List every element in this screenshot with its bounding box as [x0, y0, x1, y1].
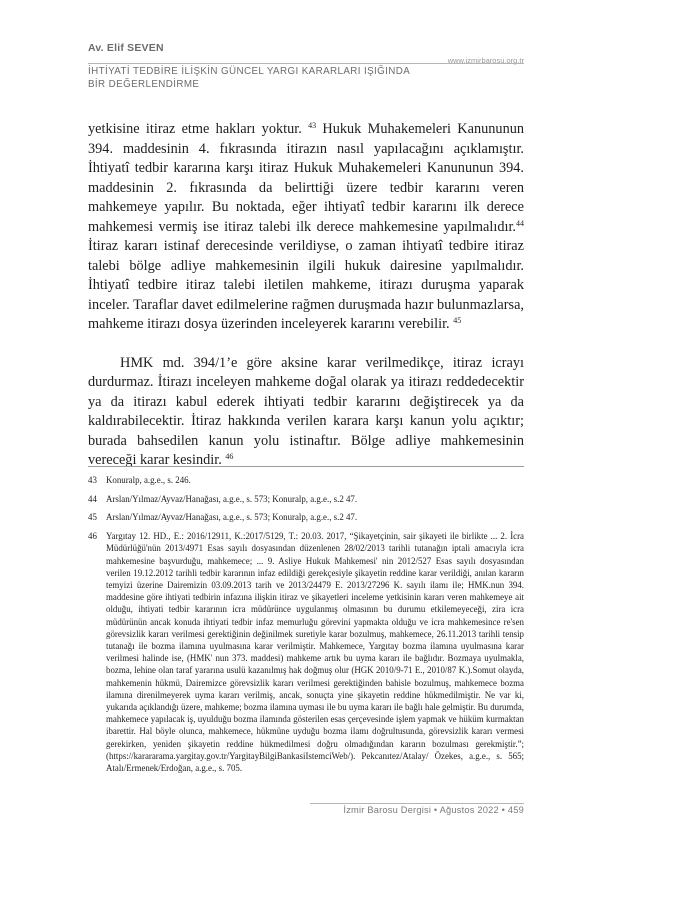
footnote-46 — [88, 530, 524, 774]
footnote-ref-46[interactable]: 46 — [225, 452, 234, 461]
footnote-text: Arslan/Yılmaz/Ayvaz/Hanağası, a.g.e., s. 573; Konuralp, a.g.e., s.2 47. — [106, 493, 358, 504]
footnote-text: Konuralp, a.g.e., s. 246. — [106, 475, 191, 485]
paragraph-1-part1: yetkisine itiraz etme hakları yoktur. — [88, 121, 302, 137]
paragraph-1-part3: İtiraz kararı istinaf derecesinde verildiyse, o zaman ihtiyatî tedbire itiraz talebi bölge adliye mahkemesinin ilgili hukuk dairesine yapılmalıdır. İhtiyatî tedbire itiraz talebi iletilen mahkeme, itirazı duruşma yaparak inceler. Taraflar davet edilmelerine rağmen duruşmada hazır bulunmazlarsa, mahkeme itirazı dosya üzerinden inceleyerek kararını verebilir. — [88, 238, 524, 332]
article-title — [88, 65, 428, 91]
footnote-43 — [88, 474, 524, 486]
footnote-ref-43[interactable]: 43 — [308, 121, 317, 130]
page-footer: İzmir Barosu Dergisi • Ağustos 2022 • 459 — [343, 805, 524, 815]
paragraph-1 — [88, 120, 524, 335]
footnote-number: 46 — [88, 531, 97, 542]
footnote-ref-45[interactable]: 45 — [453, 316, 462, 325]
running-header — [88, 42, 524, 65]
footnote-number: 43 — [88, 475, 97, 485]
footnote-ref-44[interactable]: 44 — [516, 218, 524, 228]
paragraph-2-text: HMK md. 394/1’e göre aksine karar verilmedikçe, itiraz icrayı durdurmaz. İtirazı inceleyen mahkeme doğal olarak ya itirazı reddedecektir ya da itirazı kabul ederek ihtiyati tedbir kararını değiştirecek ya da kaldırabilecektir. İtiraz hakkında verilen karara karşı kanun yolu açıktır; burada bahsedilen kanun yolu istinaftır. Bölge adliye mahkemesinin vereceği karar kesindir. — [88, 354, 524, 468]
footnote-number: 45 — [88, 512, 97, 523]
footnote-44 — [88, 493, 524, 505]
footnotes — [88, 474, 524, 781]
footnote-text: Arslan/Yılmaz/Ayvaz/Hanağası, a.g.e., s. 573; Konuralp, a.g.e., s.2 47. — [106, 512, 358, 523]
article-title-line2: BİR DEĞERLENDİRME — [88, 79, 200, 90]
footnote-number: 44 — [88, 493, 97, 504]
footer-divider — [310, 803, 524, 804]
article-title-line1: İHTİYATİ TEDBİRE İLİŞKİN GÜNCEL YARGI KARARLARI IŞIĞINDA — [88, 66, 411, 77]
footnote-separator — [88, 466, 524, 467]
header-divider — [88, 63, 524, 64]
author-name: Av. Elif SEVEN — [88, 42, 164, 54]
paragraph-1-part2: Hukuk Muhakemeleri Kanununun 394. maddesinin 4. fıkrasında itirazın nasıl yapılacağını açıklamıştır. İhtiyatî tedbir kararına karşı itiraz Hukuk Muhakemeleri Kanununun 394. maddesinin 2. fıkrasında da belirttiği üzere tedbir kararını veren mahkemeye yapılır. Bu noktada, eğer ihtiyatî tedbir kararını ilk derece mahkemesi vermiş ise itiraz talebi ilk derece mahkemesine yapılmalıdır. — [88, 121, 525, 235]
paragraph-2 — [88, 354, 524, 471]
body-text — [88, 120, 524, 471]
footnote-text: Yargıtay 12. HD., E.: 2016/12911, K.:2017/5129, T.: 20.03. 2017, “Şikayetçinin, sair şikayeti ile birlikte ... 2. İcra Müdürlüğü'nün 2013/4971 Esas sayılı dosyasından düzenlenen 28/02/2013 tarihli tutanağın iptali amacıyla icra mahkemesine başvurduğu, mahkemece; ... 9. Asliye Hukuk Mahkemesi' nin 2012/527 Esas sayılı dosyasından verilen 19.12.2012 tarihli tedbir kararının infaz edildiği gerekçesiyle şikayetin reddine karar verildiği, anılan kararın temyizi üzerine Dairemizin 03.09.2013 tarih ve 2013/24479 E. 2013/27296 K. sayılı ilamı ile; HMK.nun 394. maddesine göre ihtiyati tedbirin infazına ilişkin itiraz ve şikayetleri inceleme yetkisinin kararı veren mahkemeye ait olduğu, ihtiyati tedbir kararının icra müdürünce uygulanmış olmasının bu durumu etkilemeyeceği, zira icra müdürünün ancak konuda ihtiyati tedbir infaz memurluğu görevini yapmakta olduğu ve icra mahkemesince re'sen görevsizlik kararı verilmesi gerektiğinin değinilmek suretiyle karar bozulmuş, mahkemece, 26.11.2013 tarihli tensip tutanağı ile bozma ilamına uyulmasına karar verilmiştir. Mahkemece, Yargıtay bozma ilamına uyulmasına karar verilmesi halinde ise, (HMK' nun 373. maddesi) mahkeme artık bu uyma kararı ile bağlıdır. Bozmaya uyulmakla, bozma, lehine olan taraf yararına usulü kazanılmış hak doğmuş olur (HGK 2010/9-71 E., 2010/87 K.).Somut olayda, mahkemenin hükmü, Dairemizce görevsizlik kararı verilmesi gerektiğinden bahisle bozulmuş, mahkemece bozma ilamına direnilmeyerek uyma kararı verilmiş, ancak, sonuçta yine şikayetin reddine hükmedilmiştir. Ne var ki, yukarıda açıklandığı üzere, mahkeme; bozma ilamına uyması ile bu uyma kararı ile bağlı hale gelmiştir. Bu durumda, mahkemece yapılacak iş, uyulduğu bozma ilamında gösterilen esas çerçevesinde işlem yapmak ve hüküm kurmaktan ibarettir. Hal böyle olunca, mahkemece, hükmüne uyduğu bozma ilamı doğrultusunda, görevsizlik kararı vermesi gerekirken, yeniden şikayetin reddine hükmedilmesi doğru olmadığından kararın bozulması gerekmiştir.”; (https://karararama.yargitay.gov.tr/YargitayBilgiBankasiIstemciWeb/). Pekcanıtez/Atalay/ Özekes, a.g.e., s. 565; Atalı/Ermenek/Erdoğan, a.g.e., s. 705. — [106, 531, 524, 773]
website-url[interactable]: www.izmirbarosu.org.tr — [447, 56, 524, 65]
footnote-45 — [88, 511, 524, 523]
